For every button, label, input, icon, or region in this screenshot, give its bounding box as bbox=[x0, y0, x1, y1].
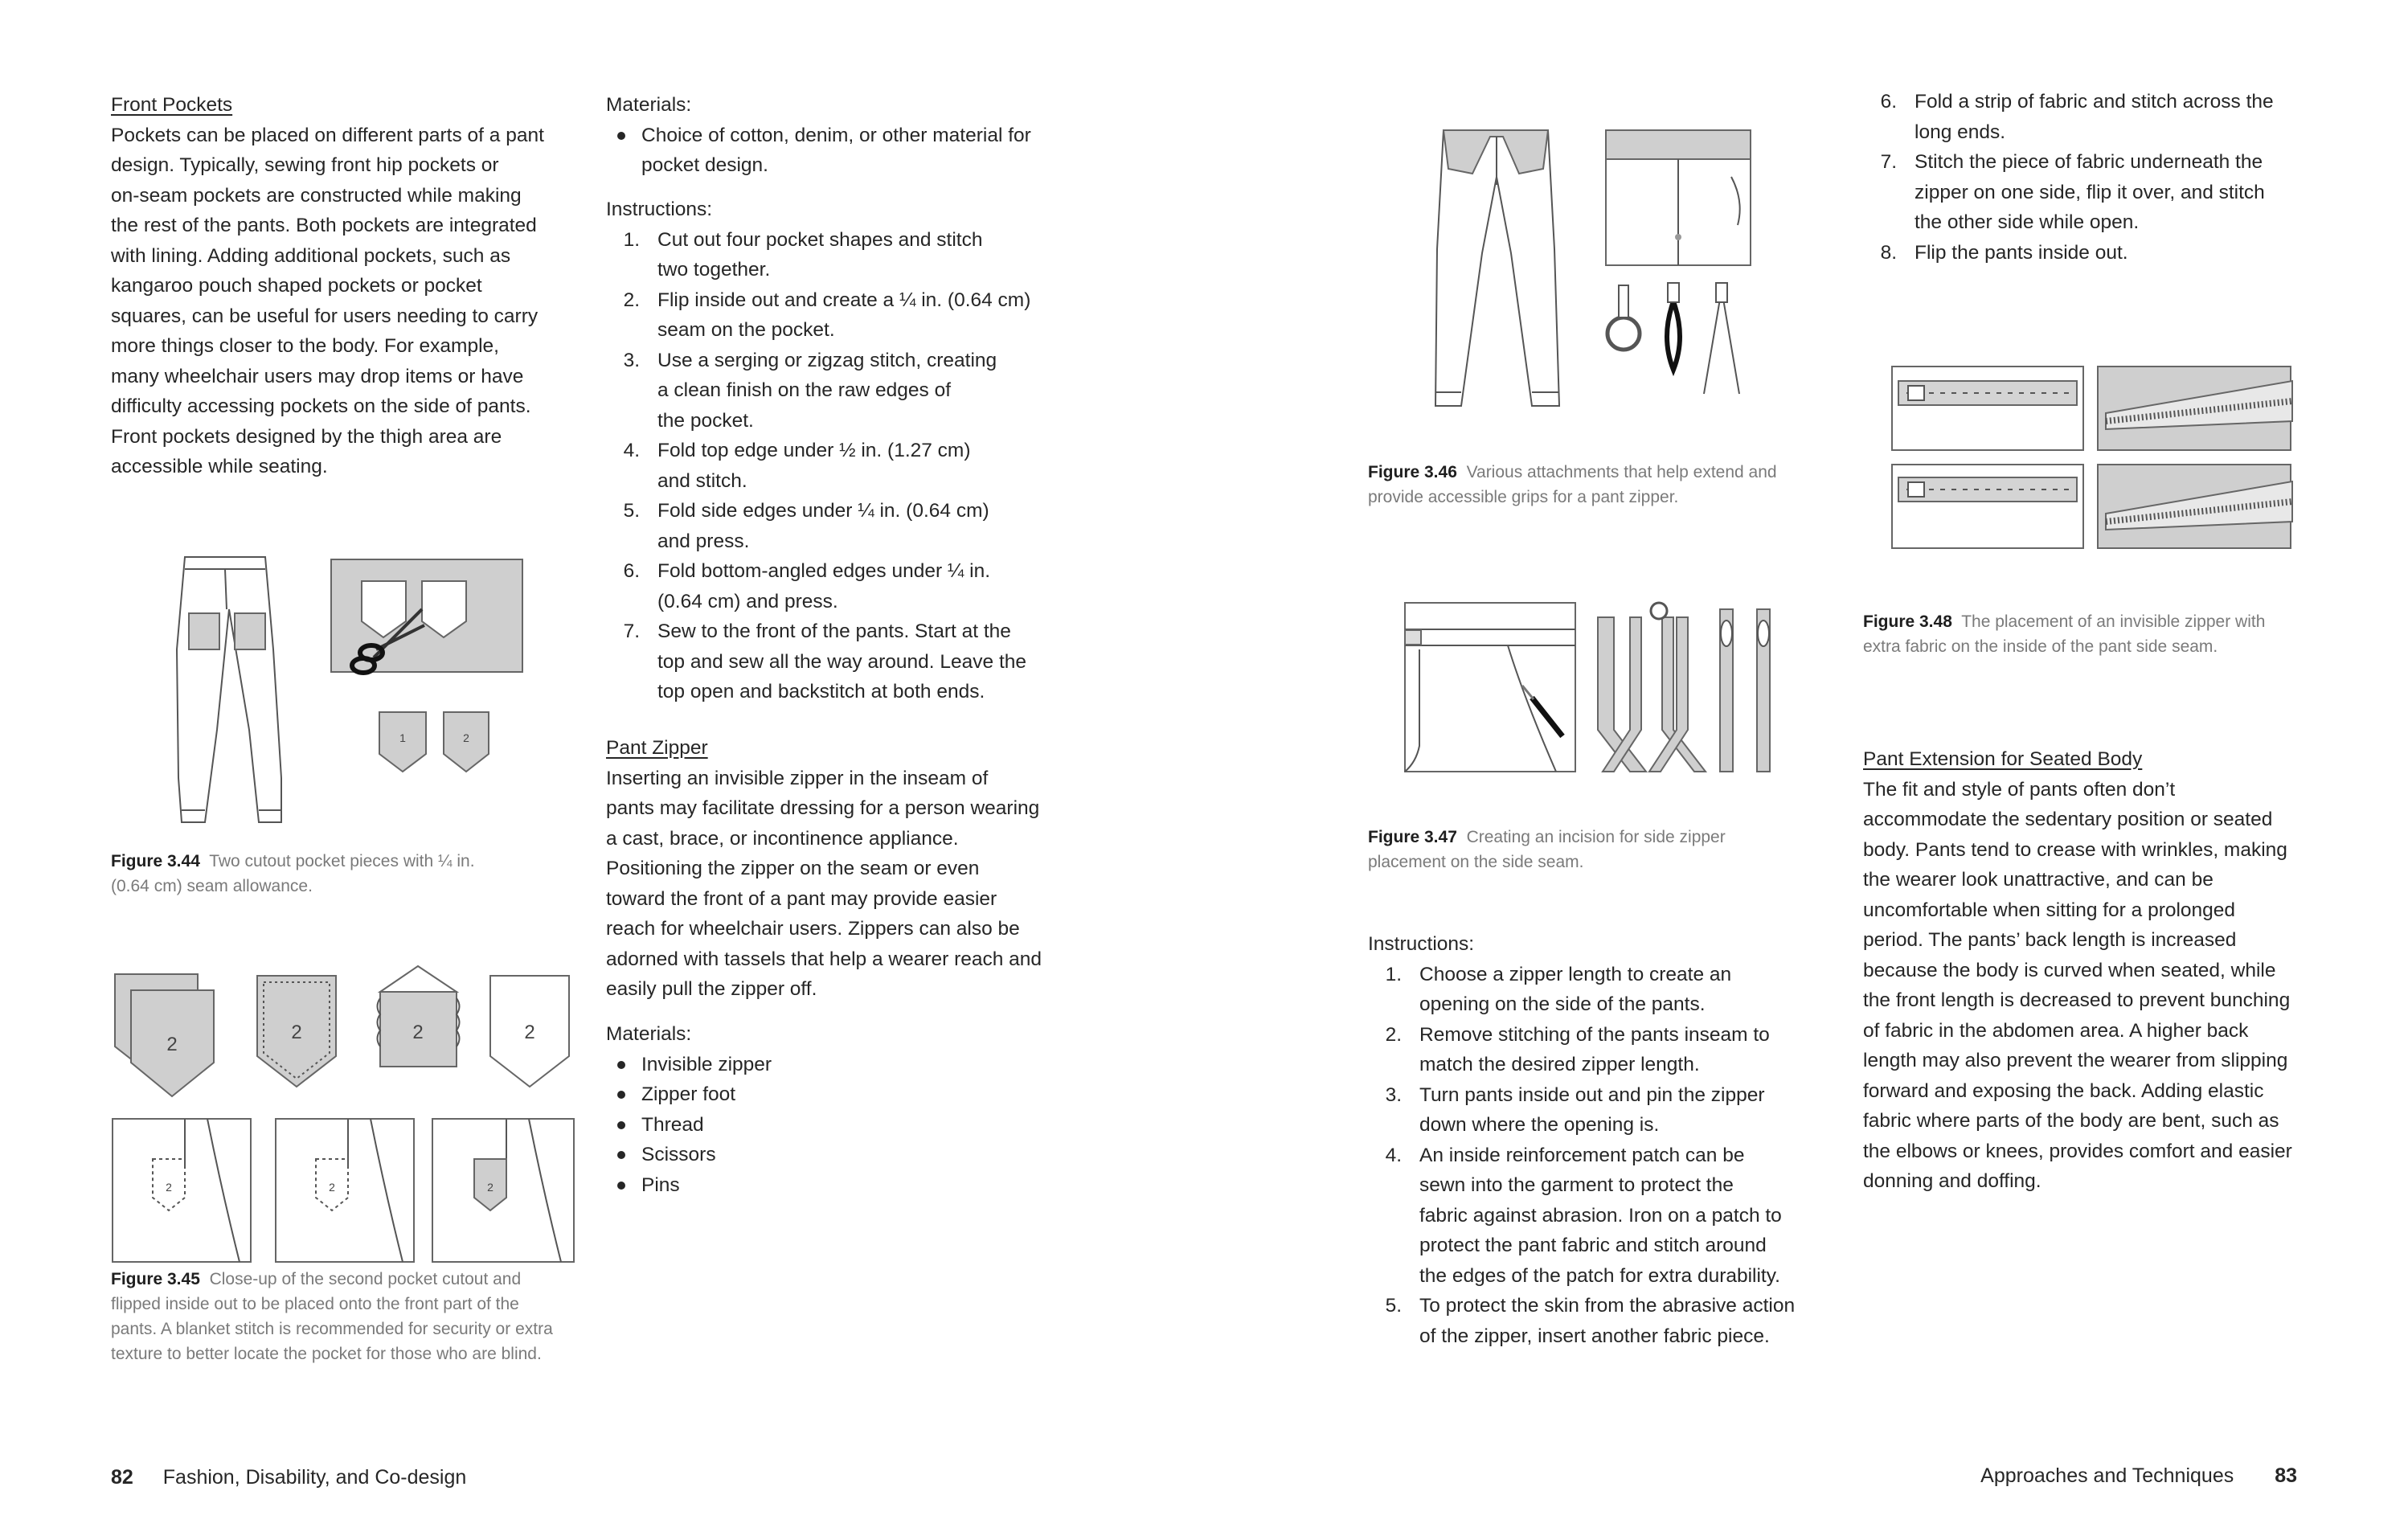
text-line: of fabric in the abdomen area. A higher back bbox=[1863, 1019, 2249, 1042]
text-line: (0.64 cm) and press. bbox=[657, 590, 838, 612]
text-line: To protect the skin from the abrasive action bbox=[1419, 1295, 1796, 1317]
pants-closeup-drawing bbox=[1606, 130, 1751, 265]
text-line: Sew to the front of the pants. Start at the bbox=[657, 621, 1011, 642]
pants-drawing bbox=[177, 557, 281, 822]
text-line: length may also prevent the wearer from slipping bbox=[1863, 1050, 2288, 1071]
text-line: more things closer to the body. For example, bbox=[111, 335, 499, 357]
text-line: Fold a strip of fabric and stitch across the bbox=[1915, 91, 2274, 113]
pant-zipper-section bbox=[606, 733, 1088, 1005]
figure-label: Figure 3.48 bbox=[1863, 612, 1952, 631]
right-page-footer bbox=[1961, 1461, 2297, 1490]
text-line: many wheelchair users may drop items or have bbox=[111, 365, 524, 387]
step-number: 7. bbox=[623, 621, 640, 642]
step-text bbox=[657, 496, 1088, 556]
text-line: and press. bbox=[657, 530, 750, 552]
step-text bbox=[1915, 87, 2345, 147]
text-line: a clean finish on the raw edges of bbox=[657, 379, 952, 401]
text-line: Flip the pants inside out. bbox=[1915, 241, 2128, 264]
list-item: Choice of cotton, denim, or other material for pocket design. bbox=[606, 121, 1088, 181]
pants-closeups-row bbox=[113, 1119, 574, 1262]
instructions-list bbox=[1863, 87, 2345, 268]
text-line: Pockets can be placed on different parts of a pant bbox=[111, 124, 544, 146]
pants-closeup-drawing bbox=[1405, 603, 1575, 772]
text-line: sewn into the garment to protect the bbox=[1419, 1174, 1734, 1196]
step-text bbox=[657, 285, 1088, 346]
list-item: Thread bbox=[606, 1110, 1088, 1141]
text-line: Cut out four pocket shapes and stitch bbox=[657, 228, 983, 251]
front-pockets-paragraph bbox=[111, 121, 585, 482]
text-line: reach for wheelchair users. Zippers can also be bbox=[606, 918, 1020, 940]
text-line: accessible while seating. bbox=[111, 456, 328, 477]
list-item bbox=[606, 346, 1088, 436]
figure-3-48-illustration bbox=[1890, 365, 2300, 551]
text-line: a cast, brace, or incontinence appliance. bbox=[606, 827, 959, 850]
piece-label-1: 1 bbox=[399, 731, 406, 744]
text-line: Inserting an invisible zipper in the inseam of bbox=[606, 767, 989, 789]
pant-zipper-heading: Pant Zipper bbox=[606, 737, 708, 759]
text-line: design. Typically, sewing front hip pockets or bbox=[111, 154, 499, 176]
text-line: Turn pants inside out and pin the zipper bbox=[1419, 1083, 1765, 1106]
figure-3-48-caption: Figure 3.48 The placement of an invisible zipper with extra fabric on the inside of the pant side seam. bbox=[1863, 612, 2266, 656]
text-line: Stitch the piece of fabric underneath the bbox=[1915, 151, 2263, 173]
text-line: accommodate the sedentary position or seated bbox=[1863, 809, 2273, 830]
text-line: the front length is decreased to prevent bunching bbox=[1863, 989, 2291, 1011]
step-text bbox=[1419, 1080, 1866, 1141]
text-line: squares, can be useful for users needing to carry bbox=[111, 305, 539, 327]
text-line: An inside reinforcement patch can be bbox=[1419, 1144, 1745, 1166]
figure-3-44-caption: Figure 3.44 Two cutout pocket pieces with ¼ in. (0.64 cm) seam allowance. bbox=[111, 852, 475, 895]
figure-3-46-caption: Figure 3.46 Various attachments that help extend and provide accessible grips for a pant zipper. bbox=[1368, 463, 1777, 506]
step-text bbox=[657, 225, 1088, 285]
left-page-footer bbox=[111, 1463, 466, 1492]
list-item: Invisible zipper bbox=[606, 1050, 1088, 1080]
list-item bbox=[1368, 1141, 1866, 1292]
text-line: with lining. Adding additional pockets, such as bbox=[111, 244, 511, 267]
text-line: of the zipper, insert another fabric piece. bbox=[1419, 1325, 1770, 1347]
text-line: down where the opening is. bbox=[1419, 1114, 1660, 1136]
text-line: The fit and style of pants often don’t bbox=[1863, 778, 2176, 801]
step-number: 1. bbox=[623, 228, 640, 251]
text-line: easily pull the zipper off. bbox=[606, 978, 817, 1000]
text-line: donning and doffing. bbox=[1863, 1170, 2041, 1192]
text-line: Fold bottom-angled edges under ¼ in. bbox=[657, 560, 991, 582]
figure-3-45-caption: Figure 3.45 Close-up of the second pocket cutout and flipped inside out to be placed onto the front part of the pants. A blanket stitch is recommended for security or extra texture to better locate the pocket for those who are blind. bbox=[111, 1270, 553, 1363]
figure-3-47-illustration bbox=[1403, 601, 1805, 778]
svg-text:2: 2 bbox=[487, 1181, 493, 1194]
list-item bbox=[1368, 1020, 1866, 1080]
step-number: 2. bbox=[1385, 1023, 1402, 1046]
piece-label-2: 2 bbox=[463, 731, 469, 744]
materials-list bbox=[606, 121, 1088, 181]
figure-label: Figure 3.44 bbox=[111, 852, 200, 870]
page-number: 82 bbox=[111, 1466, 133, 1489]
svg-text:2: 2 bbox=[329, 1181, 335, 1194]
pocket-right bbox=[235, 613, 265, 649]
text-line: the wearer look unattractive, and can be bbox=[1863, 869, 2213, 891]
text-line: two together. bbox=[657, 259, 771, 281]
step-text bbox=[657, 346, 1088, 436]
list-item bbox=[606, 285, 1088, 346]
zipper-fabric-panels bbox=[1892, 367, 2292, 548]
text-line: match the desired zipper length. bbox=[1419, 1054, 1700, 1075]
materials-list bbox=[606, 1050, 1088, 1201]
text-line: Use a serging or zigzag stitch, creating bbox=[657, 349, 997, 371]
step-number: 5. bbox=[1385, 1295, 1402, 1317]
list-item: Scissors bbox=[606, 1140, 1088, 1170]
list-item bbox=[1863, 87, 2345, 147]
text-line: forward and exposing the back. Adding elastic bbox=[1863, 1079, 2264, 1102]
text-line: long ends. bbox=[1915, 121, 2006, 143]
text-line: the elbows or knees, provides comfort and easier bbox=[1863, 1140, 2292, 1162]
text-line: Fold top edge under ½ in. (1.27 cm) bbox=[657, 440, 971, 461]
figure-label: Figure 3.46 bbox=[1368, 463, 1457, 481]
step-text bbox=[1915, 238, 2345, 268]
text-line: top and sew all the way around. Leave the bbox=[657, 650, 1027, 673]
text-line: the edges of the patch for extra durability. bbox=[1419, 1264, 1780, 1287]
svg-text:2: 2 bbox=[166, 1034, 178, 1055]
svg-text:2: 2 bbox=[524, 1022, 535, 1043]
text-line: opening on the side of the pants. bbox=[1419, 993, 1706, 1015]
zipper-instructions-continued bbox=[1863, 87, 2345, 268]
text-line: top open and backstitch at both ends. bbox=[657, 681, 985, 702]
list-item bbox=[606, 436, 1088, 496]
text-line: the rest of the pants. Both pockets are integrated bbox=[111, 215, 537, 236]
step-number: 2. bbox=[623, 289, 640, 311]
step-number: 8. bbox=[1880, 241, 1897, 264]
pant-extension-paragraph bbox=[1863, 775, 2361, 1197]
list-item bbox=[1863, 238, 2345, 268]
text-line: seam on the pocket. bbox=[657, 319, 835, 341]
step-text bbox=[1419, 1141, 1866, 1292]
svg-text:2: 2 bbox=[291, 1022, 302, 1043]
list-item bbox=[606, 616, 1088, 707]
figure-3-46-illustration bbox=[1423, 129, 1776, 424]
step-number: 4. bbox=[623, 440, 640, 461]
figure-label: Figure 3.45 bbox=[111, 1270, 200, 1288]
section-title: Approaches and Techniques bbox=[1980, 1464, 2234, 1487]
pocket-left bbox=[189, 613, 219, 649]
list-item bbox=[1368, 960, 1866, 1020]
list-item: Pins bbox=[606, 1170, 1088, 1201]
step-text bbox=[1419, 1020, 1866, 1080]
text-line: fabric where parts of the body are bent, such as bbox=[1863, 1110, 2279, 1132]
figure-label: Figure 3.47 bbox=[1368, 828, 1457, 846]
text-line: Flip inside out and create a ¼ in. (0.64 cm) bbox=[657, 289, 1031, 311]
text-line: period. The pants’ back length is increased bbox=[1863, 929, 2237, 951]
step-text bbox=[657, 556, 1088, 616]
pant-zipper-paragraph bbox=[606, 764, 1088, 1005]
svg-text:2: 2 bbox=[166, 1181, 172, 1194]
list-item bbox=[1863, 147, 2345, 238]
materials-title: Materials: bbox=[606, 94, 692, 116]
step-text bbox=[657, 616, 1088, 707]
step-number: 7. bbox=[1880, 151, 1897, 173]
text-line: toward the front of a pant may provide easier bbox=[606, 887, 997, 910]
text-line: the other side while open. bbox=[1915, 211, 2140, 233]
list-item bbox=[606, 225, 1088, 285]
text-line: body. Pants tend to crease with wrinkles, making bbox=[1863, 838, 2287, 861]
text-line: Choose a zipper length to create an bbox=[1419, 963, 1732, 985]
pant-extension-heading: Pant Extension for Seated Body bbox=[1863, 748, 2143, 770]
step-text bbox=[1915, 147, 2345, 238]
step-number: 5. bbox=[623, 500, 640, 522]
step-number: 4. bbox=[1385, 1144, 1402, 1166]
figure-3-44-illustration bbox=[161, 553, 530, 836]
pant-extension-section bbox=[1863, 744, 2361, 1197]
step-number: 3. bbox=[1385, 1083, 1402, 1106]
step-text bbox=[1419, 960, 1866, 1020]
book-title: Fashion, Disability, and Co-design bbox=[162, 1466, 467, 1489]
step-text bbox=[1419, 1291, 1866, 1351]
figure-3-47-caption: Figure 3.47 Creating an incision for side zipper placement on the side seam. bbox=[1368, 828, 1726, 871]
figure-3-45-illustration bbox=[111, 958, 577, 1265]
text-line: Front pockets designed by the thigh area are bbox=[111, 425, 502, 448]
text-line: uncomfortable when sitting for a prolonged bbox=[1863, 899, 2236, 921]
step-number: 6. bbox=[623, 560, 640, 582]
text-line: Fold side edges under ¼ in. (0.64 cm) bbox=[657, 500, 989, 522]
step-number: 6. bbox=[1880, 91, 1897, 113]
zipper-materials-section bbox=[606, 1019, 1088, 1200]
text-line: and stitch. bbox=[657, 469, 747, 492]
step-number: 1. bbox=[1385, 963, 1402, 985]
svg-text:2: 2 bbox=[412, 1022, 424, 1043]
front-pockets-heading: Front Pockets bbox=[111, 94, 233, 116]
pocket-pieces-row bbox=[115, 966, 569, 1096]
text-line: difficulty accessing pockets on the side of pants. bbox=[111, 395, 531, 417]
page-number: 83 bbox=[2275, 1464, 2297, 1487]
zipper-stages bbox=[1598, 603, 1770, 772]
instructions-list bbox=[606, 225, 1088, 707]
text-line: on-seam pockets are constructed while making bbox=[111, 184, 522, 207]
list-item bbox=[1368, 1291, 1866, 1351]
text-line: because the body is curved when seated, while bbox=[1863, 959, 2276, 981]
list-item: Zipper foot bbox=[606, 1079, 1088, 1110]
instructions-title: Instructions: bbox=[1368, 933, 1475, 955]
zipper-pull-attachments bbox=[1607, 283, 1739, 394]
text-line: adorned with tassels that help a wearer reach and bbox=[606, 948, 1042, 970]
zipper-instructions-section bbox=[1368, 929, 1866, 1351]
pants-drawing bbox=[1435, 130, 1559, 406]
step-number: 3. bbox=[623, 349, 640, 371]
text-line: Positioning the zipper on the seam or even bbox=[606, 858, 980, 879]
pocket-instructions-section bbox=[606, 195, 1088, 707]
text-line: pants may facilitate dressing for a person wearing bbox=[606, 797, 1040, 819]
text-line: Remove stitching of the pants inseam to bbox=[1419, 1023, 1770, 1046]
text-line: protect the pant fabric and stitch around bbox=[1419, 1235, 1767, 1256]
step-text bbox=[657, 436, 1088, 496]
text-line: fabric against abrasion. Iron on a patch to bbox=[1419, 1204, 1782, 1227]
list-item bbox=[606, 496, 1088, 556]
materials-title: Materials: bbox=[606, 1023, 692, 1045]
pocket-materials-section bbox=[606, 90, 1088, 181]
front-pockets-section bbox=[111, 90, 585, 482]
list-item bbox=[606, 556, 1088, 616]
instructions-list bbox=[1368, 960, 1866, 1352]
instructions-title: Instructions: bbox=[606, 199, 713, 220]
text-line: the pocket. bbox=[657, 409, 754, 432]
text-line: kangaroo pouch shaped pockets or pocket bbox=[111, 275, 482, 297]
text-line: zipper on one side, flip it over, and stitch bbox=[1915, 181, 2265, 203]
list-item bbox=[1368, 1080, 1866, 1141]
